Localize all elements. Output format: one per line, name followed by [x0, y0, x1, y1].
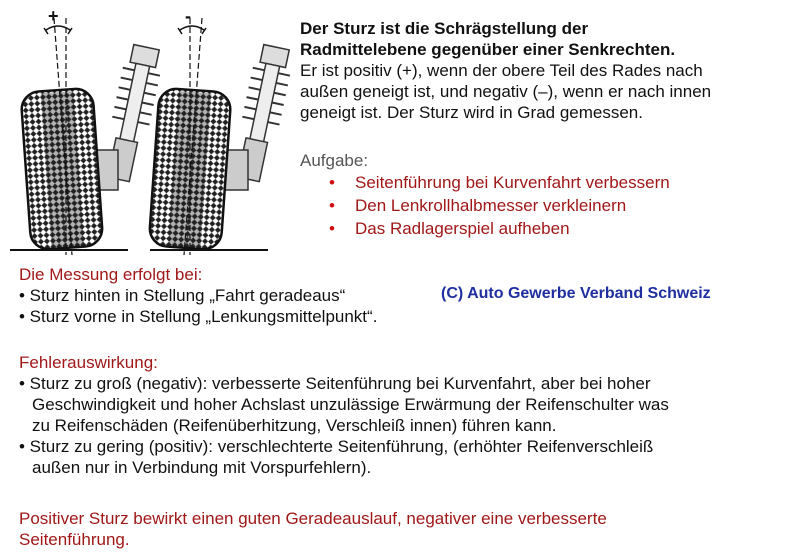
copyright-notice: (C) Auto Gewerbe Verband Schweiz: [441, 285, 711, 302]
wheel-positive-camber: [21, 18, 166, 255]
measurement-item-front: • Sturz vorne in Stellung „Lenkungsmittelpunkt“.: [19, 307, 378, 326]
errors-line: • Sturz zu groß (negativ): verbesserte Seitenführung bei Kurvenfahrt, aber bei hoher: [19, 374, 651, 393]
camber-illustration: [0, 0, 295, 262]
bullet-icon: •: [329, 196, 335, 215]
intro-line-1: Er ist positiv (+), wenn der obere Teil des Rades nach: [300, 61, 703, 80]
wheel-negative-camber: [149, 18, 295, 255]
bullet-icon: •: [329, 219, 335, 238]
intro-title-line-1: Der Sturz ist die Schrägstellung der: [300, 19, 589, 38]
measurement-item-rear: • Sturz hinten in Stellung „Fahrt geradeaus“: [19, 286, 346, 305]
errors-line: • Sturz zu gering (positiv): verschlechterte Seitenführung, (erhöhter Reifenverschleiß: [19, 437, 654, 456]
positive-camber-label: +: [48, 6, 59, 26]
task-block: [300, 150, 795, 240]
task-heading: Aufgabe:: [300, 151, 369, 170]
errors-line: außen nur in Verbindung mit Vorspurfehlern).: [32, 458, 372, 477]
task-item: • Den Lenkrollhalbmesser verkleinern: [329, 196, 627, 215]
task-item: • Das Radlagerspiel aufheben: [329, 219, 570, 238]
intro-line-2: außen geneigt ist, und negativ (–), wenn er nach innen: [300, 82, 712, 101]
conclusion-line-2: Seitenführung.: [19, 530, 130, 549]
intro-block: [300, 18, 795, 123]
errors-line: Geschwindigkeit und hoher Achslast unzulässige Erwärmung der Reifenschulter was: [32, 395, 669, 414]
task-item: • Seitenführung bei Kurvenfahrt verbessern: [329, 173, 670, 192]
task-list: [300, 171, 795, 240]
intro-title-line-2: Radmittelebene gegenüber einer Senkrechten.: [300, 40, 676, 59]
errors-heading: Fehlerauswirkung:: [19, 353, 158, 372]
measurement-block: [19, 264, 439, 327]
conclusion-line-1: Positiver Sturz bewirkt einen guten Geradeauslauf, negativer eine verbesserte: [19, 509, 607, 528]
bullet-icon: •: [329, 173, 335, 192]
measurement-heading: Die Messung erfolgt bei:: [19, 265, 203, 284]
errors-block: [19, 352, 789, 478]
errors-line: zu Reifenschäden (Reifenüberhitzung, Verschleiß innen) führen kann.: [32, 416, 557, 435]
negative-camber-label: -: [185, 6, 191, 26]
intro-line-3: geneigt ist. Der Sturz wird in Grad gemessen.: [300, 103, 643, 122]
conclusion-block: [19, 508, 789, 550]
